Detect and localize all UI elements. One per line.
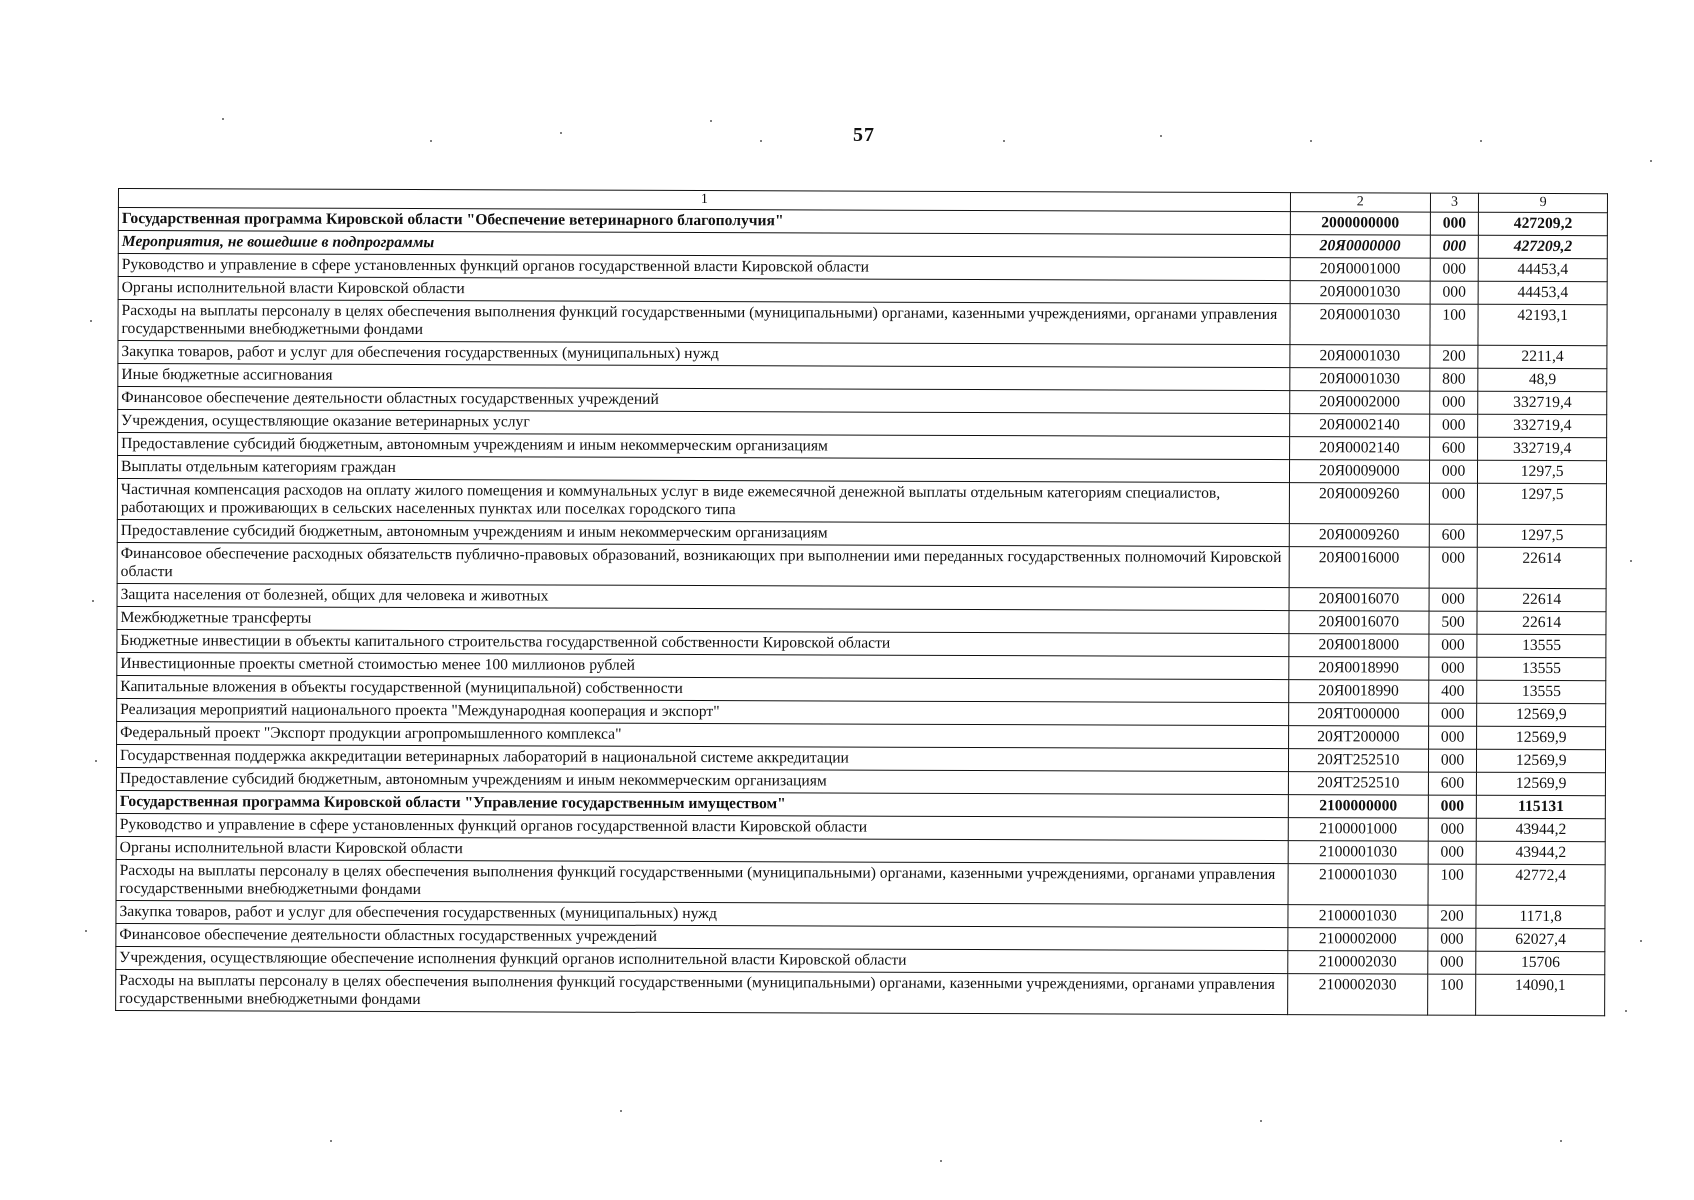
row-sum-cell: 13555 [1477,634,1606,657]
row-type-cell: 000 [1429,634,1478,657]
table-row [117,542,1606,588]
row-sum-cell: 12569,9 [1477,772,1606,795]
table-body [116,208,1608,1016]
row-code-cell: 20Я0018990 [1289,657,1429,680]
row-code-cell: 2100002030 [1288,951,1428,974]
row-sum-cell: 62027,4 [1476,928,1605,951]
row-code-cell: 2100002030 [1288,974,1428,1015]
row-sum-cell: 332719,4 [1478,414,1607,437]
row-type-cell: 000 [1429,414,1478,437]
row-type-cell: 000 [1430,212,1479,235]
row-type-cell: 600 [1428,772,1477,795]
scan-speck [430,140,432,142]
row-name-cell: Инвестиционные проекты сметной стоимостью менее 100 миллионов рублей [117,652,1289,679]
row-sum-cell: 42772,4 [1476,864,1605,905]
header-col-type: 3 [1430,193,1479,212]
row-name-cell: Финансовое обеспечение деятельности областных государственных учреждений [116,923,1288,950]
row-type-cell: 500 [1429,611,1478,634]
row-name-cell: Межбюджетные трансферты [117,606,1289,633]
row-sum-cell: 427209,2 [1479,212,1608,235]
scan-speck [90,320,92,322]
row-name-cell: Расходы на выплаты персоналу в целях обеспечения выполнения функций государственными (муниципальными) органами, казенными учреждениями, органами управления государственными внебюджетными фондами [116,969,1288,1014]
row-type-cell: 000 [1429,547,1478,588]
row-sum-cell: 332719,4 [1478,437,1607,460]
row-sum-cell: 12569,9 [1477,703,1606,726]
row-type-cell: 000 [1430,281,1479,304]
row-sum-cell: 22614 [1477,611,1606,634]
scan-speck [85,930,87,932]
row-code-cell: 20Я0001030 [1290,304,1430,345]
scan-speck [222,118,224,120]
row-sum-cell: 1297,5 [1478,524,1607,547]
scan-speck [1630,560,1632,562]
row-type-cell: 600 [1429,437,1478,460]
row-type-cell: 000 [1428,841,1477,864]
row-name-cell: Защита населения от болезней, общих для человека и животных [117,583,1289,610]
row-sum-cell: 48,9 [1478,368,1607,391]
row-name-cell: Руководство и управление в сфере установленных функций органов государственной власти Кировской области [118,254,1290,281]
row-code-cell: 20ЯТ252510 [1288,772,1428,795]
scan-speck [1003,140,1005,142]
row-code-cell: 20Я0001030 [1290,368,1430,391]
row-code-cell: 20Я0001000 [1290,258,1430,281]
row-name-cell: Капитальные вложения в объекты государственной (муниципальной) собственности [117,675,1289,702]
scan-speck [92,600,94,602]
row-code-cell: 2100001030 [1288,905,1428,928]
row-code-cell: 2100000000 [1288,795,1428,818]
scan-speck [1160,135,1162,137]
scan-speck [560,132,562,134]
row-sum-cell: 43944,2 [1476,841,1605,864]
scan-speck [1625,1010,1627,1012]
row-code-cell: 2100002000 [1288,928,1428,951]
header-col-code: 2 [1290,193,1430,212]
row-code-cell: 20Я0018990 [1289,680,1429,703]
table-row [117,478,1606,524]
row-type-cell: 000 [1429,460,1478,483]
row-sum-cell: 332719,4 [1478,391,1607,414]
row-name-cell: Предоставление субсидий бюджетным, автономным учреждениям и иным некоммерческим организациям [117,519,1289,546]
row-code-cell: 2100001000 [1288,818,1428,841]
budget-table [115,188,1608,1016]
row-name-cell: Федеральный проект "Экспорт продукции агропромышленного комплекса" [117,721,1289,748]
row-type-cell: 000 [1428,818,1477,841]
row-type-cell: 000 [1429,483,1478,524]
header-col-sum: 9 [1479,193,1608,212]
row-code-cell: 2000000000 [1290,212,1430,235]
row-code-cell: 20Я0001030 [1290,345,1430,368]
row-name-cell: Расходы на выплаты персоналу в целях обеспечения выполнения функций государственными (муниципальными) органами, казенными учреждениями, органами управления государственными внебюджетными фондами [118,300,1290,345]
row-name-cell: Финансовое обеспечение деятельности областных государственных учреждений [118,387,1290,414]
row-name-cell: Финансовое обеспечение расходных обязательств публично-правовых образований, возникающих при выполнении ими переданных государственных полномочий Кировской области [117,542,1289,587]
row-code-cell: 20ЯТ200000 [1289,726,1429,749]
row-type-cell: 100 [1430,304,1479,345]
row-type-cell: 000 [1429,391,1478,414]
row-name-cell: Закупка товаров, работ и услуг для обеспечения государственных (муниципальных) нужд [118,341,1290,368]
scan-speck [1650,160,1652,162]
row-type-cell: 000 [1430,258,1479,281]
row-code-cell: 20Я0002000 [1290,391,1430,414]
row-code-cell: 20Я0009260 [1289,524,1429,547]
row-name-cell: Бюджетные инвестиции в объекты капитального строительства государственной собственности Кировской области [117,629,1289,656]
row-type-cell: 100 [1428,864,1477,905]
row-code-cell: 20Я0018000 [1289,634,1429,657]
row-name-cell: Частичная компенсация расходов на оплату жилого помещения и коммунальных услуг в виде ежемесячной денежной выплаты отдельным категориям специалистов, работающих и проживающих в сельских населенных пунктах или поселках городского типа [117,478,1289,523]
row-type-cell: 000 [1428,749,1477,772]
row-name-cell: Предоставление субсидий бюджетным, автономным учреждениям и иным некоммерческим организациям [118,433,1290,460]
row-sum-cell: 44453,4 [1478,281,1607,304]
row-sum-cell: 13555 [1477,680,1606,703]
scan-speck [95,760,97,762]
row-name-cell: Иные бюджетные ассигнования [118,364,1290,391]
row-type-cell: 200 [1430,345,1479,368]
scan-speck [940,1160,942,1162]
row-sum-cell: 12569,9 [1477,749,1606,772]
scan-speck [1310,140,1312,142]
row-code-cell: 20ЯТ000000 [1289,703,1429,726]
row-name-cell: Учреждения, осуществляющие обеспечение исполнения функций органов исполнительной власти Кировской области [116,946,1288,973]
row-type-cell: 000 [1428,928,1477,951]
row-name-cell: Органы исполнительной власти Кировской области [118,277,1290,304]
scan-speck [1260,1120,1262,1122]
row-sum-cell: 115131 [1477,795,1606,818]
scan-speck [620,1110,622,1112]
row-name-cell: Предоставление субсидий бюджетным, автономным учреждениям и иным некоммерческим организациям [116,767,1288,794]
row-type-cell: 000 [1429,657,1478,680]
row-name-cell: Выплаты отдельным категориям граждан [117,456,1289,483]
row-type-cell: 600 [1429,524,1478,547]
header-col-name: 1 [118,189,1290,212]
row-code-cell: 20Я0001030 [1290,281,1430,304]
row-type-cell: 000 [1428,726,1477,749]
row-sum-cell: 43944,2 [1477,818,1606,841]
row-type-cell: 800 [1430,368,1479,391]
row-sum-cell: 427209,2 [1479,235,1608,258]
row-code-cell: 20Я0016070 [1289,588,1429,611]
row-sum-cell: 14090,1 [1476,974,1605,1015]
row-type-cell: 400 [1428,680,1477,703]
row-sum-cell: 1171,8 [1476,905,1605,928]
row-type-cell: 000 [1428,795,1477,818]
row-name-cell: Расходы на выплаты персоналу в целях обеспечения выполнения функций государственными (муниципальными) органами, казенными учреждениями, органами управления государственными внебюджетными фондами [116,859,1288,904]
row-code-cell: 20Я0016000 [1289,547,1429,588]
row-sum-cell: 22614 [1477,588,1606,611]
row-name-cell: Государственная программа Кировской области "Обеспечение ветеринарного благополучия" [118,208,1290,235]
row-name-cell: Реализация мероприятий национального проекта "Международная кооперация и экспорт" [117,698,1289,725]
row-code-cell: 20Я0016070 [1289,611,1429,634]
scan-speck [710,120,712,122]
row-sum-cell: 22614 [1477,547,1606,588]
scan-speck [1560,1140,1562,1142]
row-code-cell: 20ЯТ252510 [1288,749,1428,772]
row-sum-cell: 2211,4 [1478,345,1607,368]
row-code-cell: 20Я0002140 [1290,437,1430,460]
row-sum-cell: 42193,1 [1478,304,1607,345]
row-name-cell: Государственная поддержка аккредитации ветеринарных лабораторий в национальной системе аккредитации [116,744,1288,771]
scan-speck [1640,940,1642,942]
row-code-cell: 20Я0009260 [1289,483,1429,524]
table-row [116,969,1605,1015]
row-code-cell: 20Я0009000 [1289,460,1429,483]
row-sum-cell: 1297,5 [1478,483,1607,524]
row-sum-cell: 12569,9 [1477,726,1606,749]
row-code-cell: 20Я0000000 [1290,235,1430,258]
row-name-cell: Руководство и управление в сфере установленных функций органов государственной власти Кировской области [116,813,1288,840]
table-row [118,300,1607,346]
row-type-cell: 200 [1428,905,1477,928]
row-name-cell: Государственная программа Кировской области "Управление государственным имуществом" [116,790,1288,817]
row-code-cell: 2100001030 [1288,864,1428,905]
table-row [116,859,1605,905]
scan-speck [1480,140,1482,142]
scan-speck [330,1140,332,1142]
scan-speck [760,140,762,142]
row-type-cell: 100 [1427,974,1476,1015]
row-code-cell: 2100001030 [1288,841,1428,864]
row-name-cell: Мероприятия, не вошедшие в подпрограммы [118,231,1290,258]
row-sum-cell: 1297,5 [1478,460,1607,483]
row-name-cell: Учреждения, осуществляющие оказание ветеринарных услуг [118,410,1290,437]
row-code-cell: 20Я0002140 [1290,414,1430,437]
row-type-cell: 000 [1428,703,1477,726]
row-type-cell: 000 [1430,235,1479,258]
row-type-cell: 000 [1429,588,1478,611]
row-sum-cell: 13555 [1477,657,1606,680]
page-number: 57 [853,124,875,146]
row-name-cell: Закупка товаров, работ и услуг для обеспечения государственных (муниципальных) нужд [116,900,1288,927]
row-sum-cell: 15706 [1476,951,1605,974]
row-type-cell: 000 [1427,951,1476,974]
row-name-cell: Органы исполнительной власти Кировской области [116,836,1288,863]
row-sum-cell: 44453,4 [1479,258,1608,281]
